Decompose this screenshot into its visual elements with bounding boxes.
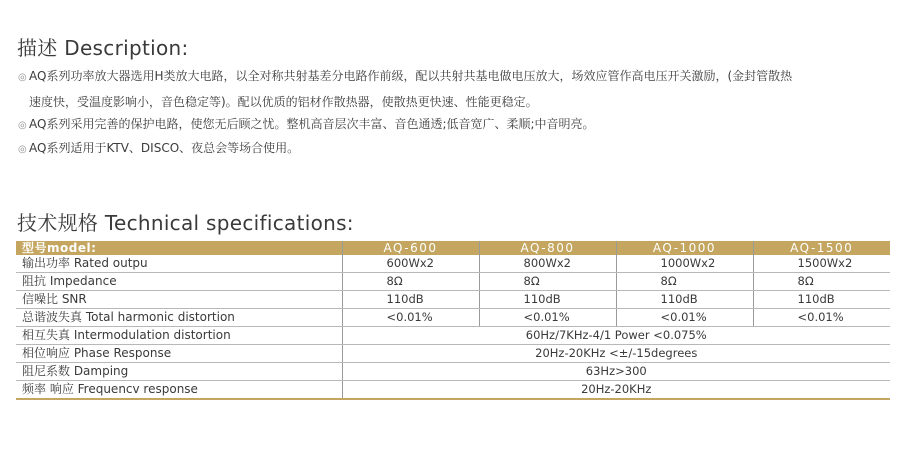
table-cell: 110dB: [479, 291, 616, 309]
table-cell: <0.01%: [753, 309, 890, 327]
table-row: [16, 273, 890, 291]
header-model-aq-800: AQ-800: [479, 241, 616, 255]
table-row: [16, 291, 890, 309]
bullet-icon: ◎: [18, 144, 27, 155]
specifications-heading: 技术规格 Technical specifications:: [17, 211, 354, 235]
table-cell: 110dB: [616, 291, 753, 309]
table-row: [16, 309, 890, 327]
row-label: 阻尼系数 Damping: [16, 363, 342, 381]
header-model-label: 型号model:: [16, 241, 342, 255]
row-label: 总谐波失真 Total harmonic distortion: [16, 309, 342, 327]
table-row: [16, 381, 890, 400]
specifications-table: [16, 241, 890, 400]
table-cell: 1500Wx2: [753, 255, 890, 273]
row-label: 输出功率 Rated outpu: [16, 255, 342, 273]
table-cell-merged: 20Hz-20KHz: [342, 381, 890, 400]
table-cell: 1000Wx2: [616, 255, 753, 273]
header-model-aq-600: AQ-600: [342, 241, 479, 255]
description-heading: 描述 Description:: [17, 36, 189, 60]
table-cell-merged: 20Hz-20KHz <±/-15degrees: [342, 345, 890, 363]
header-model-aq-1000: AQ-1000: [616, 241, 753, 255]
table-cell: 8Ω: [342, 273, 479, 291]
description-paragraph-2: [18, 112, 888, 138]
table-cell: 8Ω: [753, 273, 890, 291]
row-label: 信噪比 SNR: [16, 291, 342, 309]
paragraph-text-continued: 速度快，受温度影响小，音色稳定等)。配以优质的铝材作散热器，使散热更快速、性能更稳定。: [29, 95, 538, 109]
row-label: 相互失真 Intermodulation distortion: [16, 327, 342, 345]
table-cell: 8Ω: [616, 273, 753, 291]
table-cell: 110dB: [753, 291, 890, 309]
row-label: 相位响应 Phase Response: [16, 345, 342, 363]
table-cell: <0.01%: [342, 309, 479, 327]
table-cell-merged: 60Hz/7KHz-4/1 Power <0.075%: [342, 327, 890, 345]
row-label: 阻抗 Impedance: [16, 273, 342, 291]
paragraph-text: AQ系列适用于KTV、DISCO、夜总会等场合使用。: [29, 141, 300, 155]
table-cell: 600Wx2: [342, 255, 479, 273]
table-row: [16, 363, 890, 381]
paragraph-text: AQ系列采用完善的保护电路，使您无后顾之忧。整机高音层次丰富、音色通透;低音宽广、柔顺;中音明亮。: [29, 117, 595, 131]
header-model-aq-1500: AQ-1500: [753, 241, 890, 255]
table-row: [16, 327, 890, 345]
paragraph-text: AQ系列功率放大器选用H类放大电路，以全对称共射基差分电路作前级，配以共射共基电做电压放大，场效应管作高电压开关激励，(金封管散热: [29, 69, 793, 83]
table-cell: <0.01%: [616, 309, 753, 327]
table-cell: 110dB: [342, 291, 479, 309]
table-cell: <0.01%: [479, 309, 616, 327]
table-row: [16, 345, 890, 363]
row-label: 频率 响应 Frequencv response: [16, 381, 342, 400]
bullet-icon: ◎: [18, 72, 27, 83]
table-cell-merged: 63Hz>300: [342, 363, 890, 381]
table-header-row: [16, 241, 890, 255]
table-cell: 800Wx2: [479, 255, 616, 273]
description-paragraph-3: [18, 136, 888, 162]
table-row: [16, 255, 890, 273]
table-cell: 8Ω: [479, 273, 616, 291]
description-paragraph-1: [18, 64, 888, 114]
bullet-icon: ◎: [18, 120, 27, 131]
